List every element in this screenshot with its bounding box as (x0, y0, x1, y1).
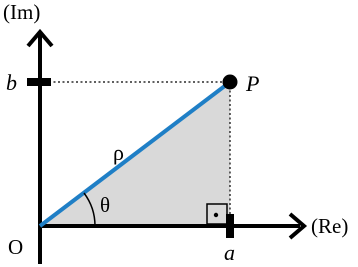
point-p-dot (223, 75, 238, 90)
right-angle-dot (214, 213, 218, 217)
tick-b (27, 78, 51, 86)
b-label: b (6, 70, 17, 95)
real-axis-label: (Re) (311, 214, 349, 238)
theta-label: θ (100, 193, 111, 217)
rho-label: ρ (113, 140, 124, 165)
a-label: a (224, 240, 235, 265)
origin-label: O (8, 235, 24, 259)
imaginary-axis-label: (Im) (3, 0, 41, 24)
point-p-label: P (246, 71, 260, 96)
